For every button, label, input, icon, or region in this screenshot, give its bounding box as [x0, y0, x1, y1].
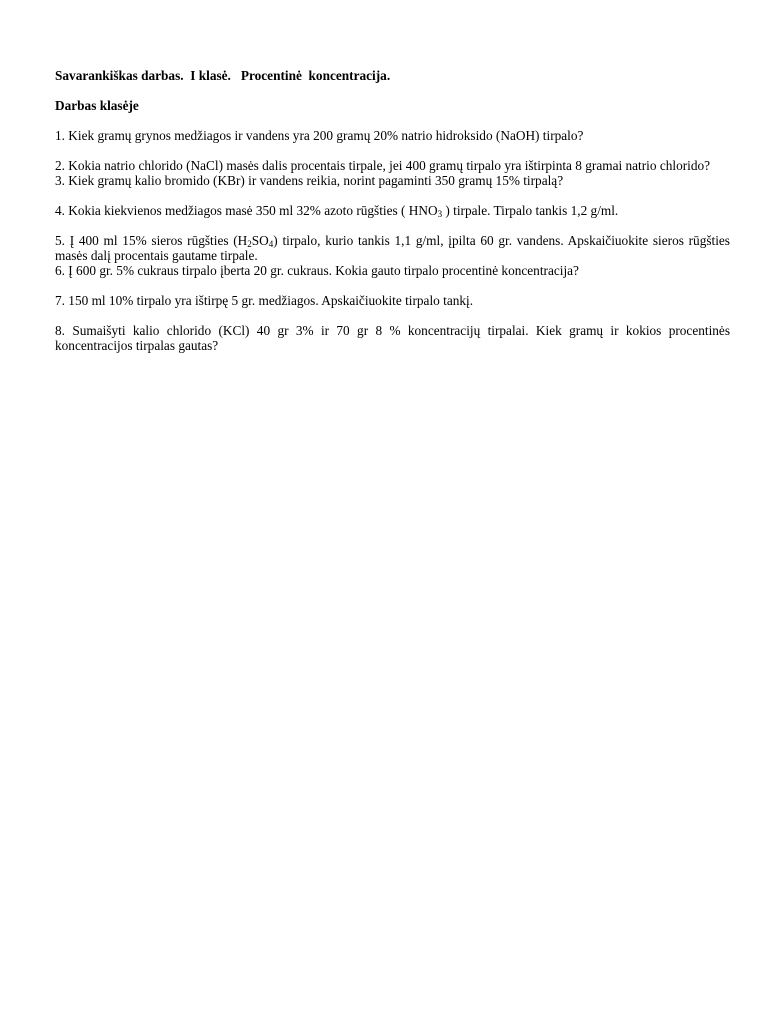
task-4-pre: 4. Kokia kiekvienos medžiagos masė 350 ml 32% azoto rūgšties ( HNO [55, 203, 438, 218]
task-5-pre: 5. Į 400 ml 15% sieros rūgšties (H [55, 233, 248, 248]
task-5-post: ) tirpalo, kurio tankis 1,1 g/ml, įpilta 60 gr. vandens. Apskaičiuokite sieros rūgšties masės dalį procentais gautame tirpale. [55, 233, 730, 263]
task-5-sub1: 2 [247, 239, 252, 249]
task-6: 6. Į 600 gr. 5% cukraus tirpalo įberta 20 gr. cukraus. Kokia gauto tirpalo procentinė koncentracija? [55, 263, 579, 278]
task-8: 8. Sumaišyti kalio chlorido (KCl) 40 gr 3% ir 70 gr 8 % koncentracijų tirpalai. Kiek gramų ir kokios procentinės koncentracijos tirpalas gautas? [55, 323, 730, 353]
task-4-post: ) tirpale. Tirpalo tankis 1,2 g/ml. [442, 203, 619, 218]
task-4 [55, 203, 730, 218]
task-7: 7. 150 ml 10% tirpalo yra ištirpę 5 gr. medžiagos. Apskaičiuokite tirpalo tankį. [55, 293, 474, 308]
task-5-mid: SO [251, 233, 269, 248]
task-5 [55, 233, 730, 263]
task-5-sub2: 4 [268, 239, 274, 249]
task-1: 1. Kiek gramų grynos medžiagos ir vandens yra 200 gramų 20% natrio hidroksido (NaOH) tirpalo? [55, 128, 584, 143]
task-3: 3. Kiek gramų kalio bromido (KBr) ir vandens reikia, norint pagaminti 350 gramų 15% tirpalą? [55, 173, 564, 188]
document-title: Savarankiškas darbas. I klasė. Procentinė koncentracija. [55, 68, 391, 83]
document-page [55, 68, 730, 353]
task-2: 2. Kokia natrio chlorido (NaCl) masės dalis procentais tirpale, jei 400 gramų tirpalo yra ištirpinta 8 gramai natrio chlorido? [55, 158, 711, 173]
section-heading: Darbas klasėje [55, 98, 139, 113]
task-4-sub: 3 [437, 209, 443, 219]
